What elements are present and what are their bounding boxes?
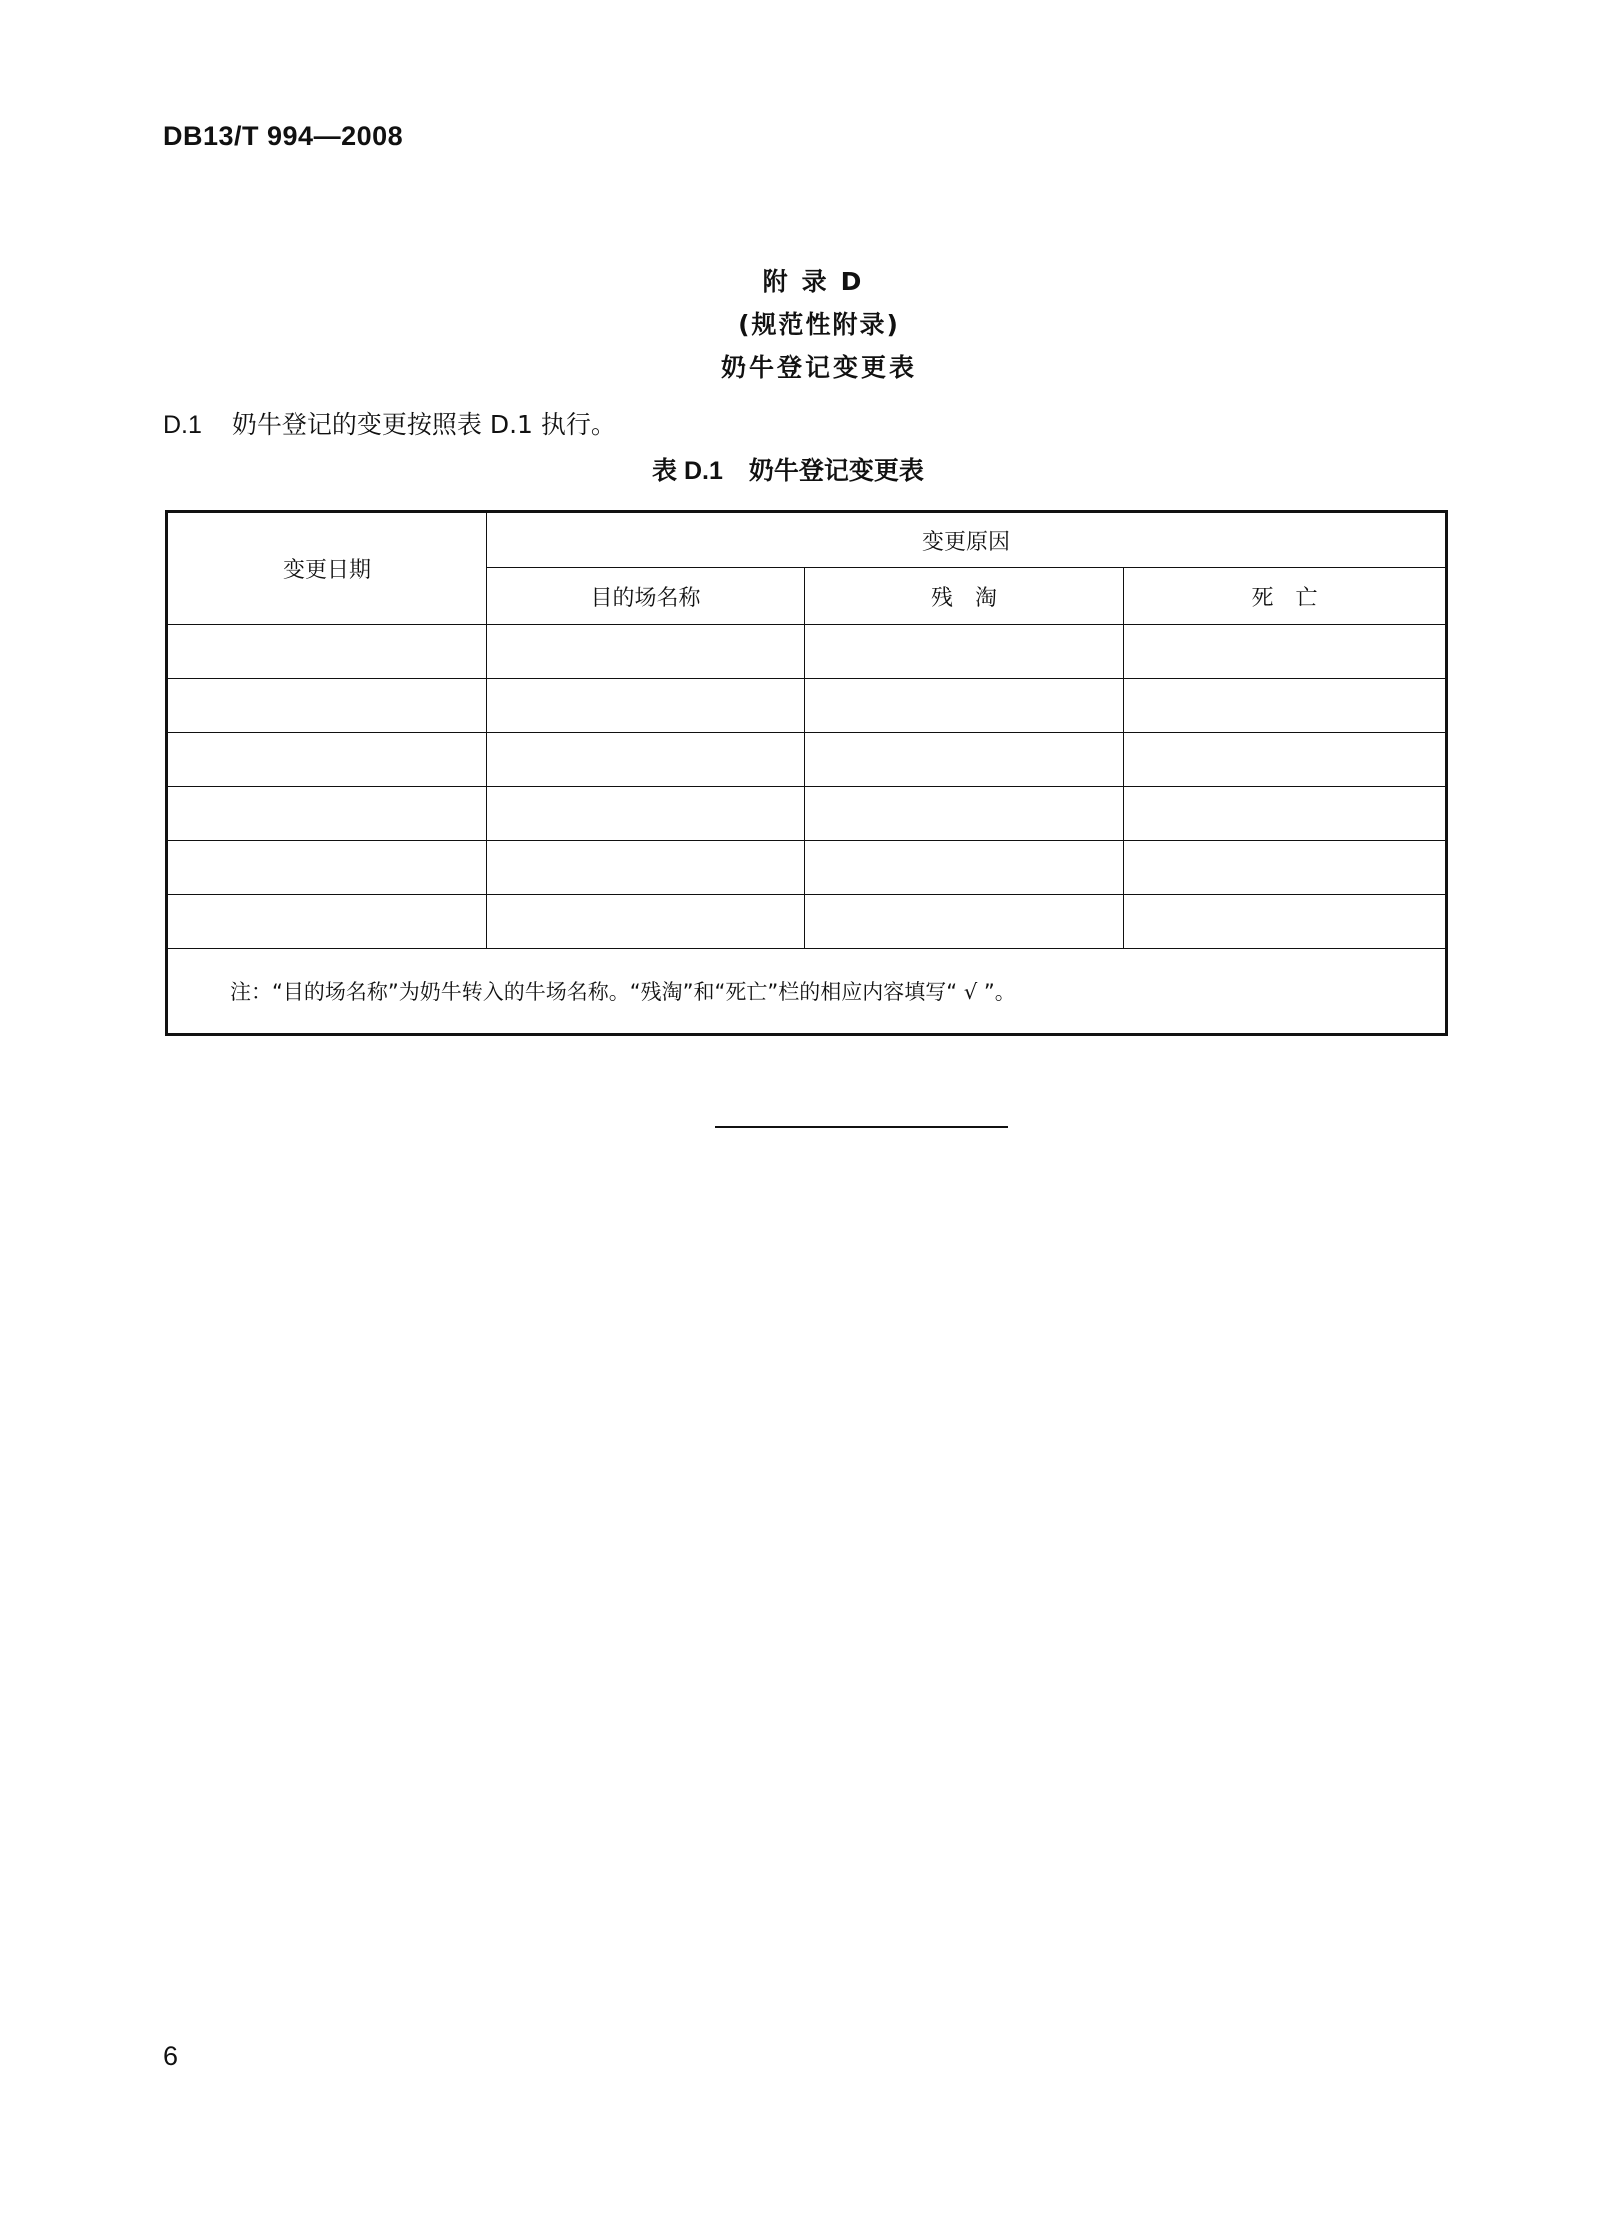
table-title: 奶牛登记变更表 xyxy=(748,456,924,485)
cell-date xyxy=(167,787,487,841)
table-row xyxy=(167,679,1447,733)
header-death: 死 亡 xyxy=(1124,568,1447,625)
cell-date xyxy=(167,895,487,949)
end-of-document-rule xyxy=(715,1126,1008,1128)
cell-date xyxy=(167,625,487,679)
cell-culled xyxy=(805,787,1124,841)
header-change-date: 变更日期 xyxy=(167,512,487,625)
clause-text: 奶牛登记的变更按照表 D.1 执行。 xyxy=(231,410,616,439)
table-note: 注：“目的场名称”为奶牛转入的牛场名称。“残淘”和“死亡”栏的相应内容填写“ √ ”。 xyxy=(167,949,1447,1035)
cell-culled xyxy=(805,733,1124,787)
cell-date xyxy=(167,733,487,787)
cell-date xyxy=(167,841,487,895)
cell-culled xyxy=(805,841,1124,895)
table-caption xyxy=(652,451,924,487)
annex-type: (规范性附录) xyxy=(738,310,900,339)
table-row xyxy=(167,625,1447,679)
cell-destination xyxy=(487,625,805,679)
document-code: DB13/T 994—2008 xyxy=(163,121,404,151)
cell-death xyxy=(1124,625,1447,679)
annex-name: 奶牛登记变更表 xyxy=(720,353,917,382)
cell-death xyxy=(1124,787,1447,841)
cell-destination xyxy=(487,841,805,895)
annex-title: 附录D xyxy=(762,267,876,296)
table-row xyxy=(167,787,1447,841)
cell-destination xyxy=(487,679,805,733)
clause-number: D.1 xyxy=(163,411,202,439)
cell-culled xyxy=(805,625,1124,679)
header-change-reason: 变更原因 xyxy=(487,512,1447,568)
clause-d1 xyxy=(163,405,616,441)
cell-destination xyxy=(487,733,805,787)
table-row xyxy=(167,841,1447,895)
cell-death xyxy=(1124,679,1447,733)
registration-change-table xyxy=(165,510,1448,1036)
header-culled: 残 淘 xyxy=(805,568,1124,625)
table-row xyxy=(167,733,1447,787)
page-number: 6 xyxy=(163,2041,179,2071)
cell-death xyxy=(1124,733,1447,787)
table-row xyxy=(167,895,1447,949)
cell-date xyxy=(167,679,487,733)
cell-culled xyxy=(805,679,1124,733)
cell-destination xyxy=(487,787,805,841)
cell-death xyxy=(1124,895,1447,949)
cell-destination xyxy=(487,895,805,949)
cell-death xyxy=(1124,841,1447,895)
table-number: 表 D.1 xyxy=(652,457,723,485)
cell-culled xyxy=(805,895,1124,949)
header-destination-farm: 目的场名称 xyxy=(487,568,805,625)
